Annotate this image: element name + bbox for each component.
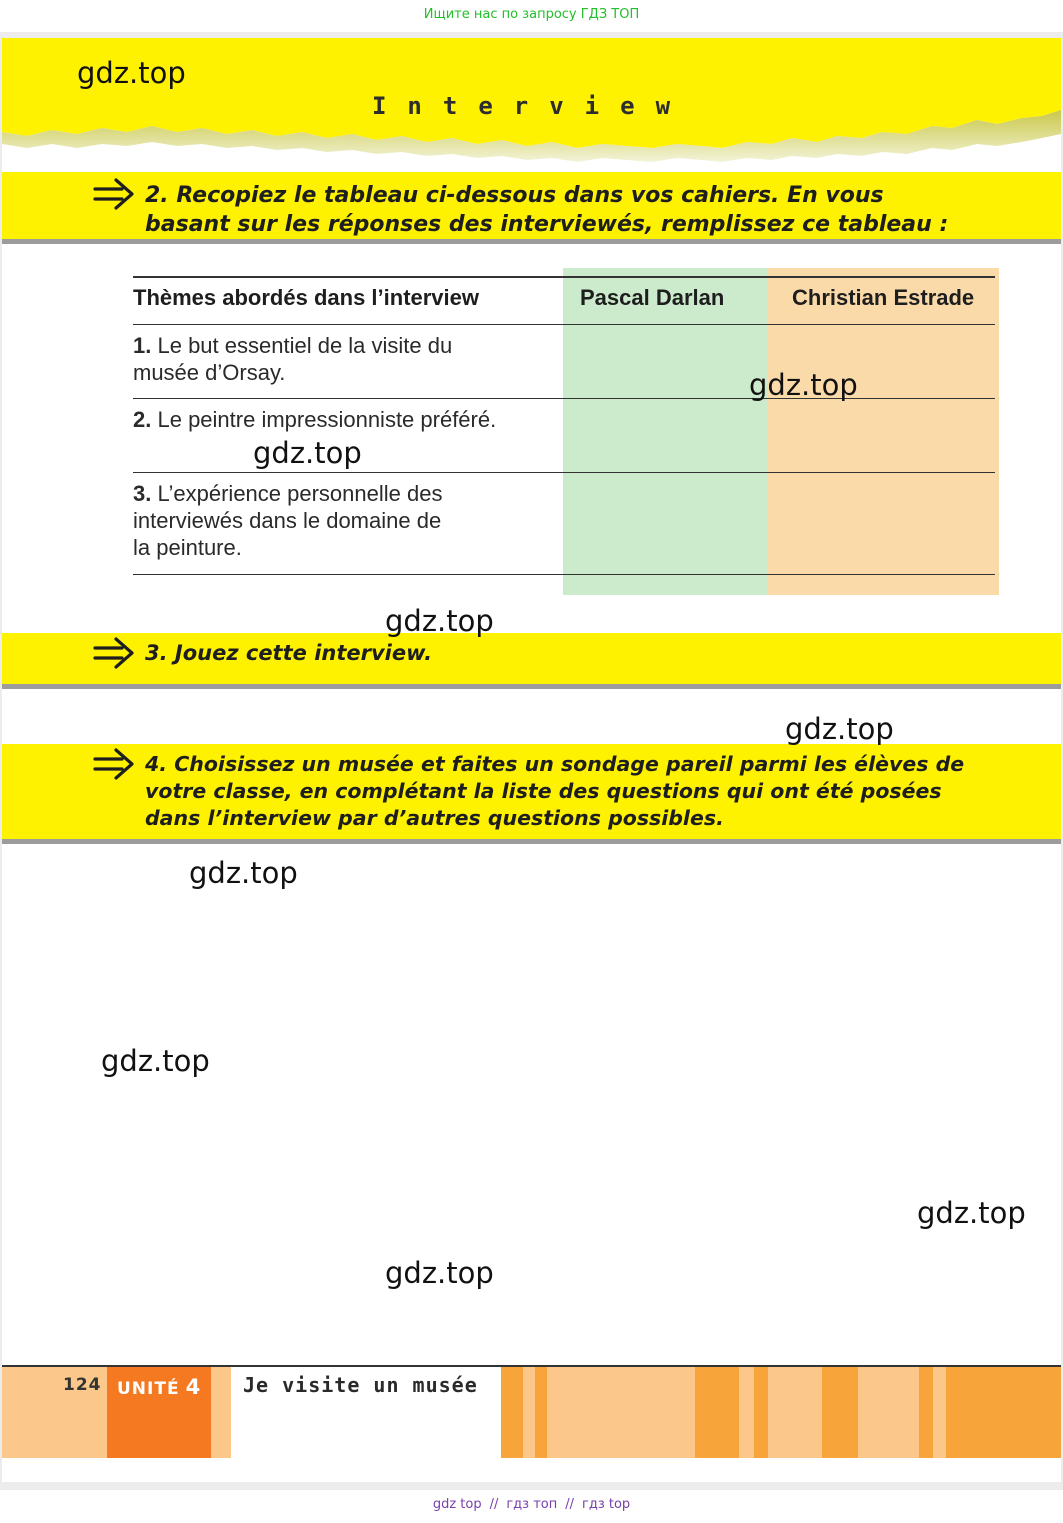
table-row-rule [133, 398, 995, 399]
watermark: gdz.top [749, 368, 858, 402]
row-text: musée d’Orsay. [133, 360, 286, 385]
task-4-line-3: dans l’interview par d’autres questions possibles. [145, 806, 724, 830]
row-text: L’expérience personnelle des [157, 481, 443, 506]
watermark: gdz.top [77, 56, 186, 90]
table-header-rule [133, 324, 995, 325]
task-3-instruction: 3. Jouez cette interview. [145, 641, 433, 665]
row-text: Le but essentiel de la visite du [157, 333, 453, 358]
bottom-link[interactable]: гдз top [582, 1497, 631, 1512]
row-text: interviewés dans le domaine de [133, 508, 442, 533]
bottom-link[interactable]: gdz top [432, 1497, 482, 1512]
unit-label [117, 1375, 201, 1399]
watermark: gdz.top [189, 856, 298, 890]
arrow-right-icon [92, 176, 136, 212]
row-text: Le peintre impressionniste préféré. [157, 407, 497, 432]
table-header-christian: Christian Estrade [792, 285, 975, 310]
separator: // [489, 1497, 499, 1512]
watermark: gdz.top [101, 1044, 210, 1078]
arrow-right-icon [92, 635, 136, 671]
watermark: gdz.top [785, 712, 894, 746]
arrow-right-icon [92, 746, 136, 782]
separator: // [565, 1497, 574, 1512]
unit-label-text: UNITÉ [117, 1379, 180, 1399]
page-number: 124 [63, 1375, 102, 1395]
pascal-column-fill [563, 268, 768, 595]
task-2-line-2: basant sur les réponses des interviewés, remplissez ce tableau : [145, 212, 949, 237]
unit-number: 4 [185, 1375, 202, 1399]
table-bottom-rule [133, 574, 995, 575]
christian-column-fill [768, 268, 999, 595]
table-header-themes: Thèmes abordés dans l’interview [133, 285, 480, 310]
task-2-line-1: 2. Recopiez le tableau ci-dessous dans vos cahiers. En vous [145, 183, 884, 208]
unit-title: Je visite un musée [243, 1373, 478, 1397]
table-top-rule [133, 276, 995, 278]
table-row-3 [133, 480, 442, 561]
task-4-instruction [145, 751, 964, 832]
row-number: 1. [133, 333, 152, 358]
row-number: 2. [133, 407, 152, 432]
watermark: gdz.top [917, 1196, 1026, 1230]
table-row-2 [133, 406, 496, 433]
task-2-instruction [145, 181, 948, 239]
banner-title: Interview [371, 92, 692, 120]
watermark: gdz.top [385, 1256, 494, 1290]
row-text: la peinture. [133, 535, 242, 560]
top-notice[interactable]: Ищите нас по запросу ГДЗ ТОП [423, 7, 640, 22]
bottom-link[interactable]: гдз топ [506, 1497, 558, 1512]
task-4-line-2: votre classe, en complétant la liste des questions qui ont été posées [145, 779, 942, 803]
table-header-pascal: Pascal Darlan [580, 285, 725, 310]
watermark: gdz.top [253, 436, 362, 470]
table-row-1 [133, 332, 452, 386]
task-4-line-1: 4. Choisissez un musée et faites un sondage pareil parmi les élèves de [145, 752, 965, 776]
row-number: 3. [133, 481, 152, 506]
bottom-links [0, 1497, 1063, 1512]
table-row-rule [133, 472, 995, 473]
watermark: gdz.top [385, 604, 494, 638]
